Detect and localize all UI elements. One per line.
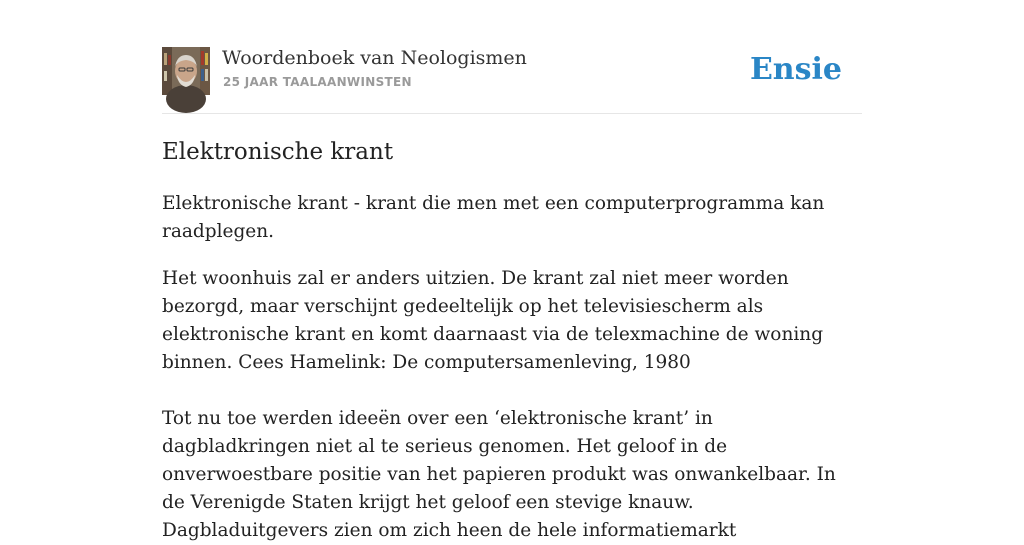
quote-paragraph-2: Tot nu toe werden ideeën over een ‘elektronische krant’ in dagbladkringen niet al te serieus genomen. Het geloof in de onverwoestbare positie van het papieren produkt was onwankelbaar. In de Verenigde Staten krijgt het geloof een stevige knauw. Dagbladuitgevers zien om zich heen de hele informatiemarkt — [162, 408, 836, 541]
site-subtitle: 25 JAAR TAALAANWINSTEN — [223, 75, 412, 89]
header-divider — [162, 113, 862, 114]
site-header — [162, 46, 862, 96]
site-name[interactable]: Woordenboek van Neologismen — [222, 47, 527, 69]
author-photo — [162, 47, 210, 95]
definition-paragraph: Elektronische krant - krant die men met een computerprogramma kan raadplegen. — [162, 193, 825, 242]
page-title: Elektronische krant — [162, 139, 394, 165]
quote-paragraph-1: Het woonhuis zal er anders uitzien. De krant zal niet meer worden bezorgd, maar verschijnt gedeeltelijk op het televisiescherm als elektronische krant en komt daarnaast via de telexmachine de woning binnen. Cees Hamelink: De computersamenleving, 1980 — [162, 268, 824, 373]
avatar[interactable] — [162, 47, 210, 95]
ensie-logo[interactable]: Ensie — [749, 52, 842, 87]
article-body — [162, 190, 862, 545]
paragraph-spacer — [162, 377, 862, 405]
